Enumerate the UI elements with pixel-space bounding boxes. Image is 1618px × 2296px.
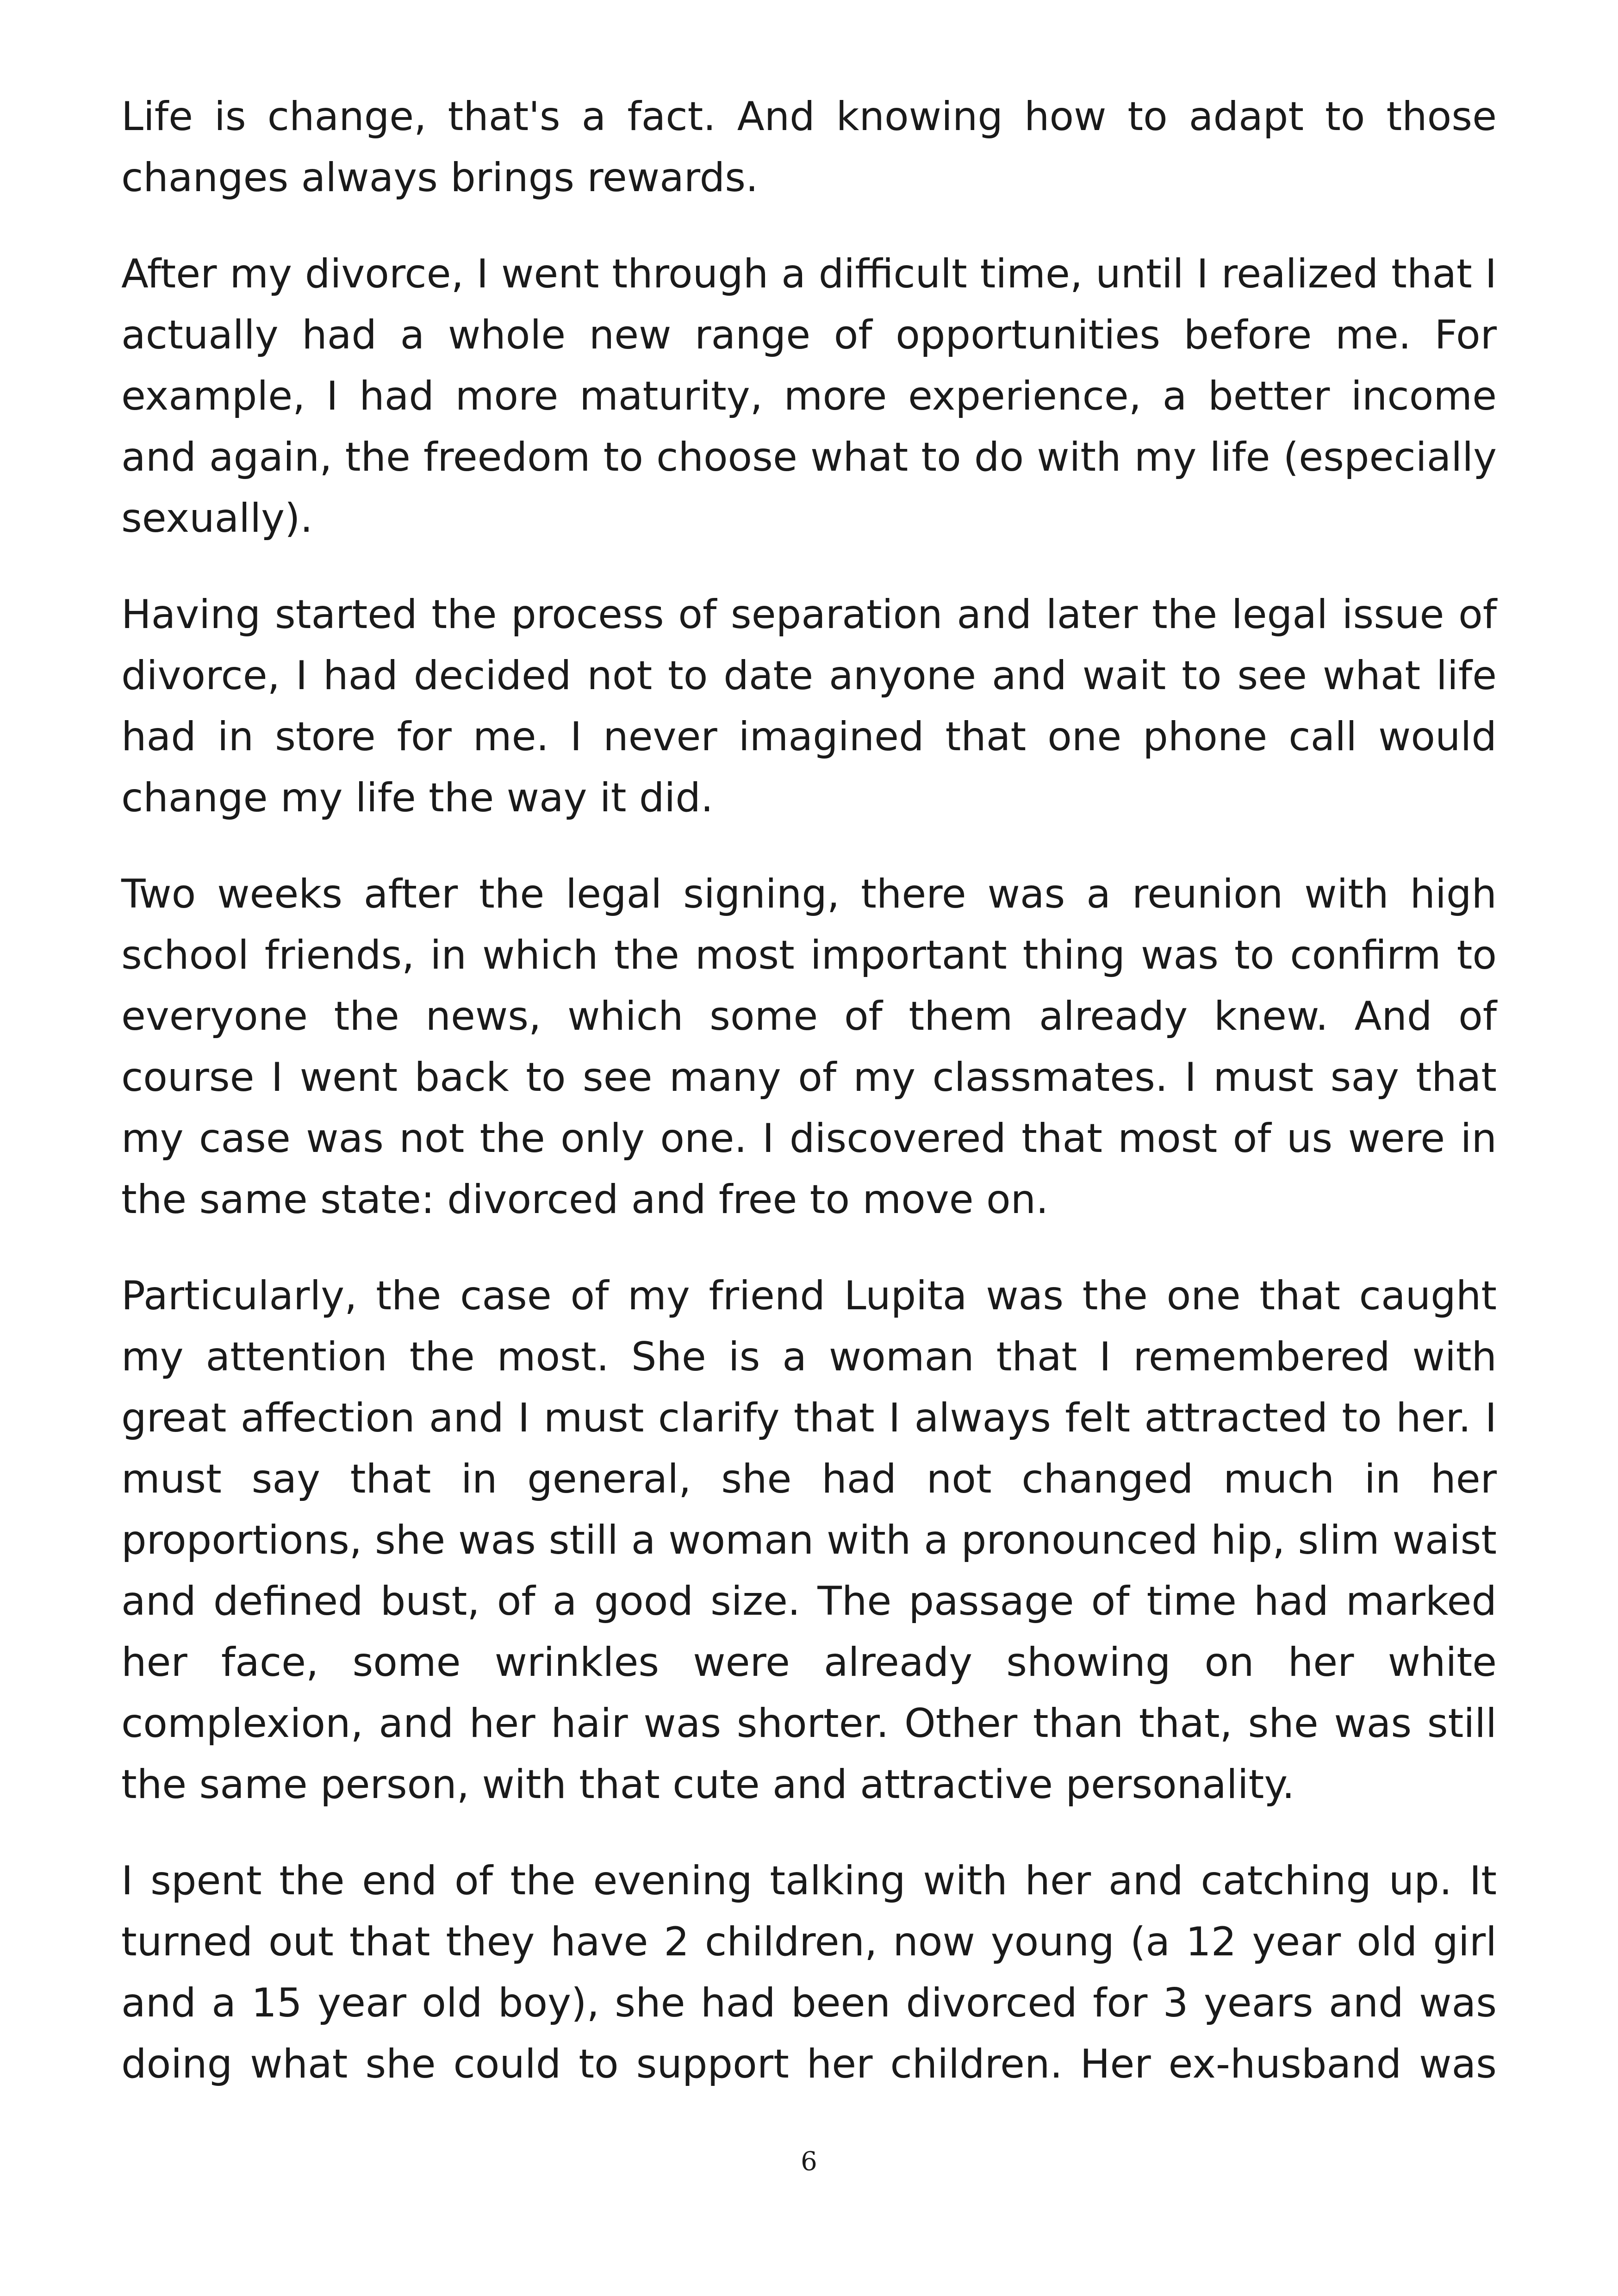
paragraph-1: Life is change, that's a fact. And knowing how to adapt to those changes always brings rewards. <box>121 93 1497 201</box>
paragraph-5: Particularly, the case of my friend Lupita was the one that caught my attention the most. She is a woman that I remembered with great affection and I must clarify that I always felt attracted to her. I must say that in general, she had not changed much in her proportions, she was still a woman with a pronounced hip, slim waist and defined bust, of a good size. The passage of time had marked her face, some wrinkles were already showing on her white complexion, and her hair was shorter. Other than that, she was still the same person, with that cute and attractive personality. <box>121 1273 1497 1808</box>
paragraph-6: I spent the end of the evening talking with her and catching up. It turned out that they have 2 children, now young (a 12 year old girl and a 15 year old boy), she had been divorced for 3 years and was doing what she could to support her children. Her ex-husband was <box>121 1858 1497 2087</box>
paragraph-2: After my divorce, I went through a difficult time, until I realized that I actually had a whole new range of opportunities before me. For example, I had more maturity, more experience, a better income and again, the freedom to choose what to do with my life (especially sexually). <box>121 251 1497 541</box>
body-text <box>121 86 1497 2095</box>
page-number: 6 <box>801 2147 817 2177</box>
paragraph-4: Two weeks after the legal signing, there was a reunion with high school friends, in which the most important thing was to confirm to everyone the news, which some of them already knew. And of course I went back to see many of my classmates. I must say that my case was not the only one. I discovered that most of us were in the same state: divorced and free to move on. <box>121 871 1497 1223</box>
paragraph-3: Having started the process of separation and later the legal issue of divorce, I had decided not to date anyone and wait to see what life had in store for me. I never imagined that one phone call would change my life the way it did. <box>121 591 1497 821</box>
